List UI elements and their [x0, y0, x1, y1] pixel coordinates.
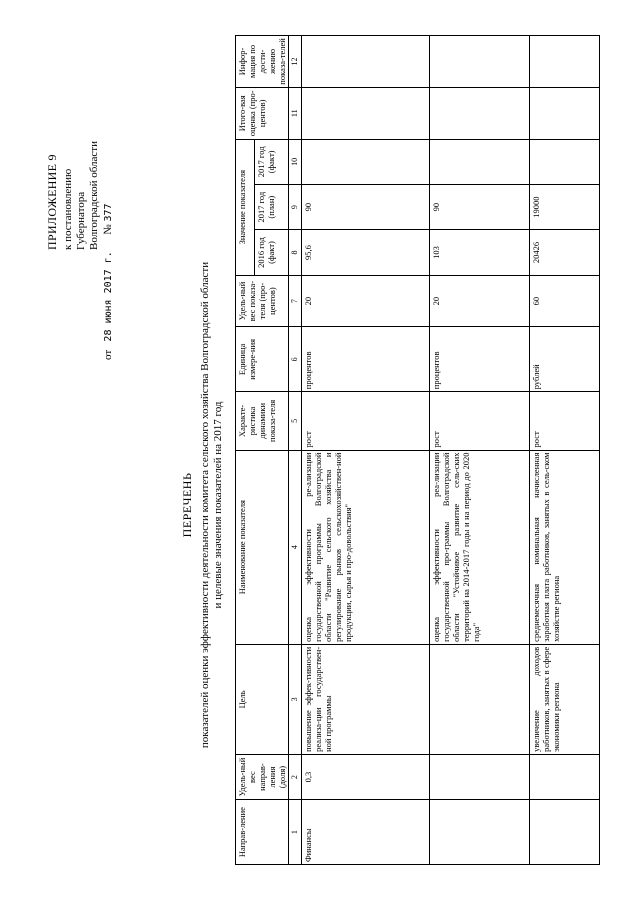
date-prefix: от: [102, 349, 114, 360]
header-2017-fact: 2017 год (факт): [255, 139, 289, 184]
cell-2016: 103: [430, 230, 530, 275]
decree-reference: [62, 141, 101, 250]
header-value-group: Значение показателя: [236, 139, 255, 275]
cell-2016: 95,6: [302, 230, 430, 275]
col-number: 4: [289, 450, 302, 644]
table-row: [530, 36, 600, 865]
col-number: 2: [289, 754, 302, 799]
col-number: 10: [289, 139, 302, 184]
header-indicator-weight: Удель-ный вес показа-теля (про-центов): [236, 275, 289, 327]
header-unit: Единица измере-ния: [236, 327, 289, 392]
cell-dynamics: рост: [302, 392, 430, 450]
cell-direction: [430, 800, 530, 865]
header-2017-plan: 2017 год (план): [255, 185, 289, 230]
cell-2016: 20426: [530, 230, 600, 275]
number-value: 377: [103, 203, 114, 222]
cell-weight: 60: [530, 275, 600, 327]
cell-unit: рублей: [530, 327, 600, 392]
cell-weight: 20: [302, 275, 430, 327]
header-goal: Цель: [236, 644, 289, 754]
date-value: 28 июня 2017 г.: [103, 251, 114, 342]
decree-line-3: Волгоградской области: [88, 141, 100, 250]
table-row: [430, 36, 530, 865]
indicators-table: [235, 35, 600, 865]
header-info: Инфор-мация по дости-жению показа-телей: [236, 36, 289, 88]
title-line-2: и целевые значения показателей на 2017 год: [212, 401, 224, 609]
decree-date-line: [102, 203, 114, 360]
cell-info: [430, 36, 530, 88]
header-final-score: Итого-вая оценка (про-центов): [236, 87, 289, 139]
document-title: [180, 205, 225, 805]
cell-info: [530, 36, 600, 88]
col-number: 7: [289, 275, 302, 327]
header-direction: Направ-ление: [236, 800, 289, 865]
number-prefix: №: [102, 224, 114, 235]
col-number: 11: [289, 87, 302, 139]
col-number: 9: [289, 185, 302, 230]
col-number: 12: [289, 36, 302, 88]
cell-2017-plan: 90: [430, 185, 530, 230]
title-line-1: показателей оценки эффективности деятельности комитета сельского хозяйства Волгоградской области: [199, 261, 211, 749]
cell-direction-weight: [430, 754, 530, 799]
cell-direction-weight: 0,3: [302, 754, 430, 799]
cell-direction: Финансы: [302, 800, 430, 865]
cell-unit: процентов: [302, 327, 430, 392]
cell-info: [302, 36, 430, 88]
cell-direction: [530, 800, 600, 865]
table-header-row-1: [236, 36, 255, 865]
cell-2017-fact: [530, 139, 600, 184]
cell-dynamics: рост: [530, 392, 600, 450]
cell-2017-fact: [430, 139, 530, 184]
cell-direction-weight: [530, 754, 600, 799]
cell-score: [430, 87, 530, 139]
cell-score: [302, 87, 430, 139]
cell-2017-plan: 90: [302, 185, 430, 230]
cell-indicator: оценка эффективности ре-ализации государственной программы Волгоградской области "Развитие сельского хозяйства и регулирование рынков сельскохозяйствен-ной продукции, сырья и про-довольствия": [302, 450, 430, 644]
table-row: [302, 36, 430, 865]
header-dynamics: Характе-ристика динамики показа-теля: [236, 392, 289, 450]
header-indicator-name: Наименование показателя: [236, 450, 289, 644]
cell-goal: увеличение доходов работников, занятых в сфере экономики региона: [530, 644, 600, 754]
cell-indicator: среднемесячная номинальная начисленная заработная плата работников, занятых в сель-ском хозяйстве региона: [530, 450, 600, 644]
col-number: 3: [289, 644, 302, 754]
column-number-row: [289, 36, 302, 865]
cell-goal: повышение эффек-тивности реализа-ции государствен-ной программы: [302, 644, 430, 754]
decree-line-1: к постановлению: [62, 168, 74, 250]
header-2016-fact: 2016 год (факт): [255, 230, 289, 275]
cell-score: [530, 87, 600, 139]
cell-2017-fact: [302, 139, 430, 184]
appendix-label: ПРИЛОЖЕНИЕ 9: [45, 154, 59, 250]
cell-goal: [430, 644, 530, 754]
col-number: 1: [289, 800, 302, 865]
col-number: 6: [289, 327, 302, 392]
cell-weight: 20: [430, 275, 530, 327]
header-direction-weight: Удель-ный вес направ-ления (доля): [236, 754, 289, 799]
col-number: 8: [289, 230, 302, 275]
cell-unit: процентов: [430, 327, 530, 392]
col-number: 5: [289, 392, 302, 450]
cell-dynamics: рост: [430, 392, 530, 450]
title-main: ПЕРЕЧЕНЬ: [180, 472, 194, 538]
decree-line-2: Губернатора: [75, 191, 87, 250]
cell-2017-plan: 19000: [530, 185, 600, 230]
cell-indicator: оценка эффективности реа-лизации государственной про-граммы Волгоградской области "Устойчивое развитие сель-ских территорий на 2014-2017 годы и на период до 2020 года": [430, 450, 530, 644]
